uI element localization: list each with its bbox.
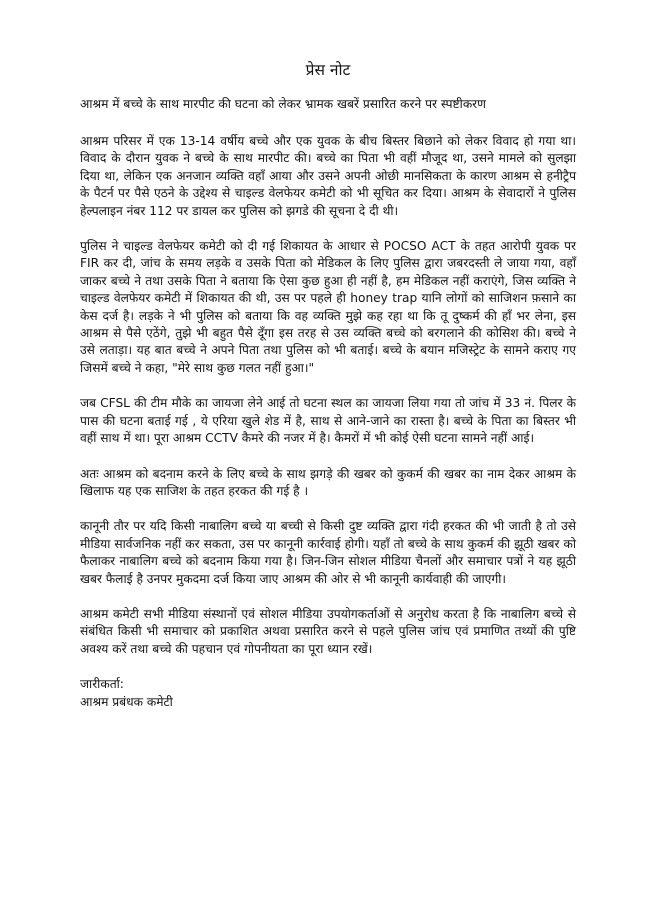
- paragraph-legal: कानूनी तौर पर यदि किसी नाबालिग बच्चे या बच्ची से किसी दुष्ट व्यक्ति द्वारा गंदी हरकत की भी जाती है तो उसे मीडिया सार्वजनिक नहीं कर सकता, उस पर कानूनी कार्रवाई होगी। यहाँ तो बच्चे के साथ कुकर्म की झूठी खबर को फैलाकर नाबालिग बच्चे को बदनाम किया गया है। जिन-जिन सोशल मीडिया चैनलों और समाचार पत्रों ने यह झूठी खबर फैलाई है उनपर मुकदमा दर्ज किया जाए आश्रम की ओर से भी कानूनी कार्यवाही की जाएगी।: [80, 519, 576, 586]
- document-title: प्रेस नोट: [305, 61, 351, 79]
- paragraph-incident: आश्रम परिसर में एक 13-14 वर्षीय बच्चे और एक युवक के बीच बिस्तर बिछाने को लेकर विवाद हो गया था। विवाद के दौरान युवक ने बच्चे के साथ मारपीट की। बच्चे का पिता भी वहीं मौजूद था, उसने मामले को सुलझा दिया था, लेकिन एक अनजान व्यक्ति वहाँ आया और उसने अपनी ओछी मानसिकता के कारण आश्रम से हनीट्रैप के पैटर्न पर पैसे एठने के उद्देश्य से चाइल्ड वेलफेयर कमेटी को भी सूचित कर दिया। आश्रम के सेवादारों ने पुलिस हेल्पलाइन नंबर 112 पर डायल कर पुलिस को झगडे की सूचना दे दी थी।: [80, 134, 576, 218]
- paragraph-police-complaint: पुलिस ने चाइल्ड वेलफेयर कमेटी को दी गई शिकायत के आधार से POCSO ACT के तहत आरोपी युवक पर FIR कर दी, जांच के समय लड़के व उसके पिता को मेडिकल के लिए पुलिस द्वारा जबरदस्ती ले जाया गया, वहाँ जाकर बच्चे ने तथा उसके पिता ने बताया कि ऐसा कुछ हुआ ही नहीं है, हम मेडिकल नहीं कराएंगे, जिस व्यक्ति ने चाइल्ड वेलफेयर कमेटी में शिकायत की थी, उस पर पहले ही honey trap यानि लोगों को साजिशन फ़साने का केस दर्ज है। लड़के ने भी पुलिस को बताया कि वह व्यक्ति मुझे कह रहा था कि तू दुष्कर्म की हाँ भर लेना, इस आश्रम से पैसे एठेंगे, तुझे भी बहुत पैसे दूँगा इस तरह से उस व्यक्ति बच्चे को बरगलाने की कोसिश की। बच्चे ने उसे लताड़ा। यह बात बच्चे ने अपने पिता तथा पुलिस को भी बताई। बच्चे के बयान मजिस्ट्रेट के सामने कराए गए जिसमें बच्चे ने कहा, "मेरे साथ कुछ गलत नहीं हुआ।": [80, 239, 576, 375]
- issuer-name: आश्रम प्रबंधक कमेटी: [80, 694, 173, 709]
- issuer-label: जारीकर्ता:: [80, 677, 124, 692]
- paragraph-conspiracy: अतः आश्रम को बदनाम करने के लिए बच्चे के साथ झगड़े की खबर को कुकर्म की खबर का नाम देकर आश्रम के खिलाफ यह एक साजिश के तहत हरकत की गई है ।: [80, 466, 576, 498]
- paragraph-request: आश्रम कमेटी सभी मीडिया संस्थानों एवं सोशल मीडिया उपयोगकर्ताओं से अनुरोध करता है कि नाबालिग बच्चे से संबंधित किसी भी समाचार को प्रकाशित अथवा प्रसारित करने से पहले पुलिस जांच एवं प्रमाणित तथ्यों की पुष्टि अवश्य करें तथा बच्चे की पहचान एवं गोपनीयता का पूरा ध्यान रखें।: [80, 606, 576, 656]
- paragraph-cfsl-inspection: जब CFSL की टीम मौके का जायजा लेने आई तो घटना स्थल का जायजा लिया गया तो जांच में 33 नं. पिलर के पास की घटना बताई गई , ये एरिया खुले शेड में है, साथ से आने-जाने का रास्ता है। बच्चे के पिता का बिस्तर भी वहीं साथ में था। पूरा आश्रम CCTV कैमरे की नजर में है। कैमरों में भी कोई ऐसी घटना सामने नहीं आई।: [80, 396, 576, 446]
- document-subtitle: आश्रम में बच्चे के साथ मारपीट की घटना को लेकर भ्रामक खबरें प्रसारित करने पर स्पष्टीकरण: [80, 97, 486, 111]
